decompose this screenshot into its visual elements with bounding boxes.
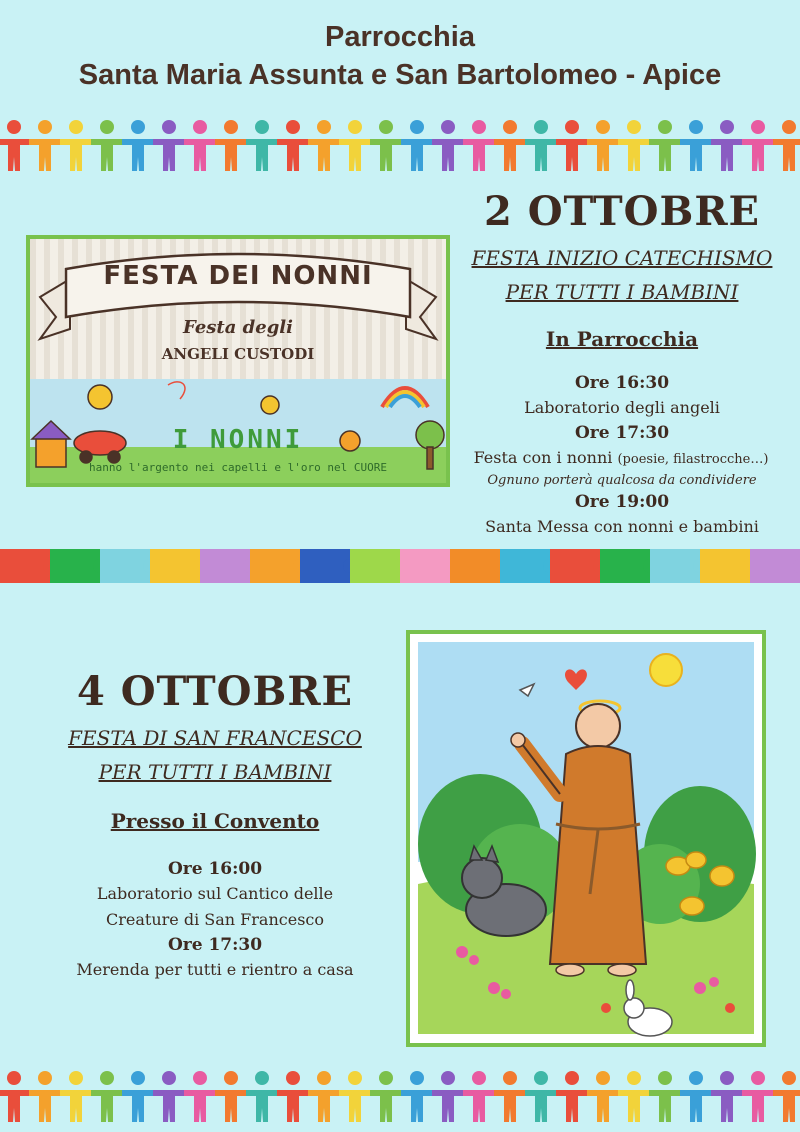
- paper-child-figure: [29, 1071, 61, 1122]
- paper-child-figure: [556, 1071, 588, 1122]
- paper-child-figure: [494, 1071, 526, 1122]
- saint-francis-icon: [410, 634, 762, 1043]
- paper-child-figure: [277, 120, 309, 171]
- paper-child-figure: [153, 120, 185, 171]
- event1-subtitle1: FESTA INIZIO CATECHISMO: [471, 246, 773, 270]
- puzzle-piece: [150, 549, 200, 583]
- paper-child-figure: [308, 120, 340, 171]
- puzzle-piece: [300, 549, 350, 583]
- paper-child-figure: [401, 120, 433, 171]
- paper-child-figure: [122, 1071, 154, 1122]
- paper-child-figure: [215, 120, 247, 171]
- event1-note: Ognuno porterà qualcosa da condividere: [487, 473, 757, 488]
- event1-desc-2-extra: (poesie, filastrocche…): [617, 452, 769, 467]
- poster-motto-text: hanno l'argento nei capelli e l'oro nel CUORE: [88, 461, 387, 474]
- event1-desc-1: Laboratorio degli angeli: [524, 398, 720, 417]
- paper-child-figure: [29, 120, 61, 171]
- event1-desc-2-main: Festa con i nonni: [473, 448, 613, 467]
- event1-subtitle2: PER TUTTI I BAMBINI: [505, 280, 739, 304]
- paper-child-figure: [463, 1071, 495, 1122]
- paper-child-figure: [60, 1071, 92, 1122]
- paper-child-figure: [773, 120, 800, 171]
- paper-child-figure: [773, 1071, 800, 1122]
- event2-subtitle2: PER TUTTI I BAMBINI: [98, 760, 332, 784]
- event2-column: [30, 668, 400, 983]
- paper-child-figure: [370, 1071, 402, 1122]
- puzzle-piece: [100, 549, 150, 583]
- event1-time-2: Ore 17:30: [574, 423, 670, 443]
- paper-child-figure: [711, 1071, 743, 1122]
- puzzle-piece: [400, 549, 450, 583]
- poster-nonni-text: I NONNI: [172, 425, 304, 455]
- poster-banner-text: FESTA DEI NONNI: [103, 261, 373, 291]
- paper-child-figure: [0, 1071, 30, 1122]
- poster-script-text: Festa degli: [183, 317, 293, 338]
- event2-desc-1a: Laboratorio sul Cantico delle: [96, 884, 334, 903]
- paper-child-figure: [308, 1071, 340, 1122]
- puzzle-strip-icon: [0, 547, 800, 585]
- paper-child-figure: [618, 1071, 650, 1122]
- kids-chain-top-icon: [0, 119, 800, 173]
- paper-child-figure: [649, 1071, 681, 1122]
- event1-place: In Parrocchia: [545, 327, 699, 351]
- paper-child-figure: [122, 120, 154, 171]
- paper-child-figure: [618, 120, 650, 171]
- event2-time-2: Ore 17:30: [167, 935, 263, 955]
- event1-date: 2 OTTOBRE: [483, 188, 761, 235]
- san-francesco-illustration: [406, 630, 766, 1047]
- event2-desc-2: Merenda per tutti e rientro a casa: [76, 960, 354, 979]
- event2-date: 4 OTTOBRE: [76, 668, 354, 715]
- event1-time-3: Ore 19:00: [574, 492, 670, 512]
- paper-child-figure: [339, 1071, 371, 1122]
- puzzle-piece: [350, 549, 400, 583]
- puzzle-piece: [250, 549, 300, 583]
- paper-child-figure: [587, 120, 619, 171]
- paper-child-figure: [494, 120, 526, 171]
- event1-time-1: Ore 16:30: [574, 373, 670, 393]
- event2-desc-1b: Creature di San Francesco: [106, 910, 324, 929]
- paper-child-figure: [680, 1071, 712, 1122]
- paper-child-figure: [432, 1071, 464, 1122]
- puzzle-piece: [500, 549, 550, 583]
- paper-child-figure: [742, 120, 774, 171]
- puzzle-piece: [50, 549, 100, 583]
- paper-child-figure: [680, 120, 712, 171]
- event1-column: [452, 188, 792, 540]
- paper-child-figure: [742, 1071, 774, 1122]
- paper-child-figure: [556, 120, 588, 171]
- event1-desc-2: [440, 445, 800, 473]
- parish-label: Parrocchia: [325, 21, 475, 53]
- paper-child-figure: [525, 1071, 557, 1122]
- puzzle-piece: [600, 549, 650, 583]
- event2-subtitle1: FESTA DI SAN FRANCESCO: [68, 726, 362, 750]
- paper-child-figure: [711, 120, 743, 171]
- paper-child-figure: [215, 1071, 247, 1122]
- paper-child-figure: [463, 120, 495, 171]
- puzzle-piece: [0, 549, 50, 583]
- puzzle-piece: [700, 549, 750, 583]
- paper-child-figure: [339, 120, 371, 171]
- parish-name: Santa Maria Assunta e San Bartolomeo - Apice: [78, 59, 722, 91]
- paper-child-figure: [246, 1071, 278, 1122]
- festa-nonni-poster: [26, 235, 450, 487]
- paper-child-figure: [432, 120, 464, 171]
- paper-child-figure: [60, 120, 92, 171]
- paper-child-figure: [649, 120, 681, 171]
- poster-angeli-text: ANGELI CUSTODI: [161, 345, 315, 363]
- puzzle-piece: [200, 549, 250, 583]
- paper-child-figure: [587, 1071, 619, 1122]
- paper-child-figure: [525, 120, 557, 171]
- paper-child-figure: [401, 1071, 433, 1122]
- event2-time-1: Ore 16:00: [167, 859, 263, 879]
- event2-place: Presso il Convento: [110, 809, 320, 833]
- paper-child-figure: [91, 1071, 123, 1122]
- puzzle-piece: [750, 549, 800, 583]
- kids-chain-bottom-icon: [0, 1070, 800, 1124]
- puzzle-piece: [650, 549, 700, 583]
- parish-header: [0, 18, 800, 94]
- paper-child-figure: [184, 1071, 216, 1122]
- paper-child-figure: [153, 1071, 185, 1122]
- paper-child-figure: [0, 120, 30, 171]
- puzzle-piece: [450, 549, 500, 583]
- event1-desc-3: Santa Messa con nonni e bambini: [485, 517, 759, 536]
- paper-child-figure: [184, 120, 216, 171]
- paper-child-figure: [370, 120, 402, 171]
- puzzle-piece: [550, 549, 600, 583]
- paper-child-figure: [246, 120, 278, 171]
- paper-child-figure: [91, 120, 123, 171]
- paper-child-figure: [277, 1071, 309, 1122]
